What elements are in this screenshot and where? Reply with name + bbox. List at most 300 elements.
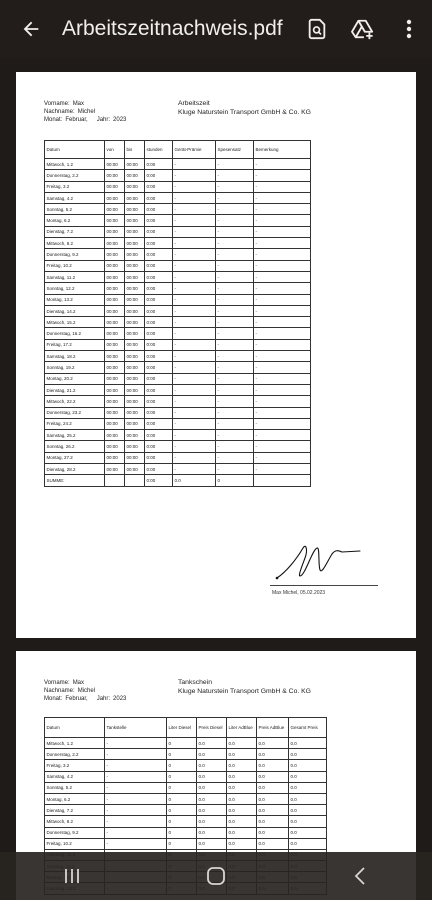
table-cell: 00:00: [125, 384, 145, 395]
jahr-label: Jahr:: [96, 696, 111, 702]
table-cell: 0: [167, 749, 197, 760]
app-toolbar: [0, 0, 432, 58]
table-cell: 0:00: [145, 384, 173, 395]
table-cell: -: [254, 260, 311, 271]
table-cell: 0.0: [197, 749, 227, 760]
table-cell: -: [173, 170, 216, 181]
table-cell: Freitag, 3.2: [45, 760, 105, 771]
table-cell: Sonntag, 12.2: [45, 283, 105, 294]
toolbar-actions: [294, 0, 432, 58]
vorname-value: Max: [72, 101, 85, 107]
table-cell: 00:00: [125, 238, 145, 249]
table-cell: -: [173, 192, 216, 203]
table-cell: -: [216, 249, 254, 260]
document-title: Arbeitszeitnachweis.pdf: [62, 17, 283, 40]
table-cell: 00:00: [105, 271, 125, 282]
table-cell: 0:00: [145, 464, 173, 475]
table-cell: 0.0: [227, 816, 257, 827]
table-cell: Donnerstag, 2.2: [45, 749, 105, 760]
table-cell: 0.0: [227, 760, 257, 771]
table-row: [45, 204, 311, 215]
table-cell: -: [216, 215, 254, 226]
table-cell: 0.0: [227, 749, 257, 760]
table-cell: 0.0: [197, 805, 227, 816]
table-cell: -: [173, 418, 216, 429]
table-cell: 00:00: [125, 373, 145, 384]
table-cell: 00:00: [125, 283, 145, 294]
table-cell: -: [105, 816, 167, 827]
table-row: [45, 805, 327, 816]
table-cell: 0:00: [145, 396, 173, 407]
table-cell: 0.0: [257, 771, 289, 782]
table-cell: 0.0: [197, 793, 227, 804]
table-cell: 0.0: [257, 749, 289, 760]
table-cell: -: [173, 317, 216, 328]
table-cell: 00:00: [125, 441, 145, 452]
table-cell: 0: [167, 782, 197, 793]
table-cell: 0.0: [197, 838, 227, 849]
table-cell: 0:00: [145, 362, 173, 373]
table-cell: -: [254, 351, 311, 362]
table-cell: 0.0: [197, 827, 227, 838]
document-header: [178, 100, 311, 118]
table-cell: -: [173, 283, 216, 294]
table-row: [45, 215, 311, 226]
table-cell: -: [216, 407, 254, 418]
nachname-value: Michel: [77, 109, 96, 115]
table-cell: -: [254, 181, 311, 192]
column-header: Datum: [45, 141, 105, 159]
table-cell: Montag, 27.2: [45, 452, 105, 463]
table-cell: Sonntag, 19.2: [45, 362, 105, 373]
table-cell: 0:00: [145, 260, 173, 271]
table-cell: 00:00: [105, 328, 125, 339]
table-cell: Sonntag, 5.2: [45, 782, 105, 793]
table-row: [45, 305, 311, 316]
table-cell: -: [254, 430, 311, 441]
monat-value: Februar,: [65, 696, 88, 702]
table-cell: 00:00: [125, 362, 145, 373]
table-cell: 0: [167, 816, 197, 827]
table-cell: 0.0: [197, 816, 227, 827]
document-header-2: [178, 679, 311, 697]
nachname-label: Nachname:: [44, 688, 75, 694]
table-cell: 0.0: [257, 838, 289, 849]
table-row: [45, 441, 311, 452]
table-cell: 0: [167, 771, 197, 782]
table-cell: 00:00: [105, 362, 125, 373]
table-cell: 0.0: [257, 805, 289, 816]
table-cell: 00:00: [125, 249, 145, 260]
table-row: [45, 373, 311, 384]
jahr-label: Jahr:: [96, 117, 111, 123]
table-cell: 0:00: [145, 159, 173, 170]
more-vert-icon: [406, 19, 412, 39]
table-cell: 00:00: [105, 238, 125, 249]
table-cell: 0.0: [289, 805, 327, 816]
table-cell: -: [216, 305, 254, 316]
table-row: [45, 249, 311, 260]
table-cell: 00:00: [125, 351, 145, 362]
table-cell: -: [105, 738, 167, 749]
table-row: [45, 430, 311, 441]
table-cell: -: [216, 294, 254, 305]
table-row: [45, 339, 311, 350]
table-cell: 0:00: [145, 249, 173, 260]
table-cell: Dienstag, 21.2: [45, 384, 105, 395]
table-cell: -: [216, 159, 254, 170]
table-cell: -: [216, 396, 254, 407]
table-cell: Donnerstag, 16.2: [45, 328, 105, 339]
table-cell: -: [173, 271, 216, 282]
table-cell: 00:00: [125, 339, 145, 350]
table-cell: -: [254, 238, 311, 249]
home-button[interactable]: [186, 852, 246, 900]
table-cell: 00:00: [105, 159, 125, 170]
table-cell: 00:00: [105, 226, 125, 237]
table-cell: Dienstag, 28.2: [45, 464, 105, 475]
monat-label: Monat:: [44, 696, 63, 702]
table-cell: 0: [216, 475, 254, 486]
column-header: Tankstelle: [105, 718, 167, 738]
table-cell: 0: [167, 738, 197, 749]
table-cell: -: [254, 317, 311, 328]
table-row: [45, 475, 311, 486]
table-cell: Montag, 20.2: [45, 373, 105, 384]
table-cell: 0:00: [145, 271, 173, 282]
table-cell: 0.0: [289, 771, 327, 782]
add-to-drive-icon: [351, 18, 375, 40]
table-row: [45, 418, 311, 429]
table-cell: 0.0: [197, 782, 227, 793]
table-cell: Freitag, 10.2: [45, 838, 105, 849]
column-header: Preis AdBlue: [257, 718, 289, 738]
table-cell: 0.0: [227, 738, 257, 749]
pdf-page-1[interactable]: [16, 72, 416, 638]
table-cell: Dienstag, 7.2: [45, 805, 105, 816]
table-cell: 00:00: [125, 181, 145, 192]
table-cell: -: [105, 793, 167, 804]
table-cell: 00:00: [125, 271, 145, 282]
table-cell: -: [173, 464, 216, 475]
table-cell: -: [173, 351, 216, 362]
table-cell: 0:00: [145, 407, 173, 418]
table-cell: 0.0: [257, 827, 289, 838]
table-cell: -: [216, 170, 254, 181]
table-cell: -: [216, 317, 254, 328]
table-cell: Mittwoch, 22.2: [45, 396, 105, 407]
table-cell: 00:00: [125, 407, 145, 418]
table-cell: 00:00: [105, 170, 125, 181]
table-row: [45, 396, 311, 407]
table-cell: [254, 475, 311, 486]
recent-apps-icon: [63, 867, 81, 885]
table-cell: -: [254, 373, 311, 384]
table-cell: 0.0: [289, 827, 327, 838]
table-cell: 0:00: [145, 170, 173, 181]
table-row: [45, 317, 311, 328]
document-heading: Tankschein: [178, 679, 213, 686]
table-cell: Mittwoch, 8.2: [45, 816, 105, 827]
table-cell: Donnerstag, 9.2: [45, 249, 105, 260]
table-cell: -: [216, 441, 254, 452]
table-row: [45, 238, 311, 249]
table-cell: -: [254, 441, 311, 452]
table-cell: 0: [167, 827, 197, 838]
recent-apps-button[interactable]: [42, 852, 102, 900]
table-cell: -: [105, 749, 167, 760]
table-cell: 0.0: [227, 782, 257, 793]
table-cell: -: [216, 464, 254, 475]
column-header: Datum: [45, 718, 105, 738]
nav-back-icon: [353, 866, 367, 886]
signature-line: [270, 585, 378, 586]
table-cell: 0.0: [257, 760, 289, 771]
table-cell: -: [216, 362, 254, 373]
table-row: [45, 816, 327, 827]
table-row: [45, 782, 327, 793]
vorname-value: Max: [72, 680, 85, 686]
table-row: [45, 226, 311, 237]
table-cell: 00:00: [105, 192, 125, 203]
table-row: [45, 271, 311, 282]
table-cell: 00:00: [105, 396, 125, 407]
table-cell: -: [216, 226, 254, 237]
table-cell: Montag, 6.2: [45, 215, 105, 226]
table-cell: 0:00: [145, 192, 173, 203]
table-cell: -: [254, 384, 311, 395]
table-cell: -: [216, 418, 254, 429]
table-cell: 00:00: [125, 430, 145, 441]
more-options-button[interactable]: [386, 0, 432, 58]
table-cell: 0:00: [145, 305, 173, 316]
table-row: [45, 407, 311, 418]
table-cell: -: [254, 396, 311, 407]
table-cell: 00:00: [105, 351, 125, 362]
table-cell: 0.0: [289, 793, 327, 804]
table-cell: Freitag, 10.2: [45, 260, 105, 271]
table-row: [45, 760, 327, 771]
timesheet-table: [44, 140, 311, 487]
employee-info: [44, 100, 129, 124]
table-cell: 00:00: [105, 339, 125, 350]
table-row: [45, 452, 311, 463]
table-cell: 0:00: [145, 418, 173, 429]
table-cell: 00:00: [125, 226, 145, 237]
table-cell: -: [254, 452, 311, 463]
table-cell: 00:00: [125, 328, 145, 339]
table-cell: 00:00: [125, 159, 145, 170]
table-cell: 0:00: [145, 181, 173, 192]
table-row: [45, 464, 311, 475]
table-row: [45, 771, 327, 782]
table-cell: 0:00: [145, 215, 173, 226]
column-header: bis: [125, 141, 145, 159]
table-cell: 0.0: [289, 782, 327, 793]
table-row: [45, 749, 327, 760]
table-cell: 0: [167, 793, 197, 804]
table-cell: 0:00: [145, 317, 173, 328]
table-cell: 0.0: [257, 793, 289, 804]
employee-info-2: [44, 679, 129, 703]
table-cell: Montag, 6.2: [45, 793, 105, 804]
table-cell: Sonntag, 5.2: [45, 204, 105, 215]
table-cell: -: [254, 271, 311, 282]
table-cell: Mittwoch, 8.2: [45, 238, 105, 249]
table-row: [45, 260, 311, 271]
signature-mark: [272, 542, 372, 582]
table-cell: 0.0: [197, 760, 227, 771]
jahr-value: 2023: [113, 117, 127, 123]
column-header: Bemerkung: [254, 141, 311, 159]
table-cell: 0:00: [145, 294, 173, 305]
table-cell: -: [216, 339, 254, 350]
table-cell: Samstag, 4.2: [45, 192, 105, 203]
table-cell: [125, 475, 145, 486]
table-cell: 0.0: [197, 771, 227, 782]
back-button[interactable]: [8, 0, 54, 58]
table-row: [45, 384, 311, 395]
nachname-value: Michel: [77, 688, 96, 694]
table-cell: 0:00: [145, 238, 173, 249]
table-cell: -: [254, 328, 311, 339]
table-cell: Dienstag, 14.2: [45, 305, 105, 316]
table-cell: 00:00: [105, 384, 125, 395]
table-cell: -: [254, 305, 311, 316]
table-row: [45, 362, 311, 373]
table-cell: Donnerstag, 23.2: [45, 407, 105, 418]
company-name: Kluge Naturstein Transport GmbH & Co. KG: [178, 108, 311, 116]
table-cell: -: [173, 339, 216, 350]
table-cell: Samstag, 25.2: [45, 430, 105, 441]
table-cell: -: [105, 771, 167, 782]
table-cell: -: [216, 260, 254, 271]
table-cell: -: [254, 339, 311, 350]
table-cell: -: [173, 384, 216, 395]
table-cell: 00:00: [105, 283, 125, 294]
table-cell: -: [254, 159, 311, 170]
table-cell: -: [254, 418, 311, 429]
table-cell: 0.0: [257, 816, 289, 827]
table-cell: 0.0: [197, 738, 227, 749]
table-cell: Samstag, 11.2: [45, 271, 105, 282]
table-cell: 0:00: [145, 452, 173, 463]
table-cell: 0.0: [173, 475, 216, 486]
table-header-row: [45, 141, 311, 159]
table-cell: -: [254, 192, 311, 203]
table-cell: -: [173, 430, 216, 441]
table-cell: 00:00: [125, 305, 145, 316]
table-cell: -: [254, 226, 311, 237]
table-cell: 0:00: [145, 430, 173, 441]
table-cell: 00:00: [105, 430, 125, 441]
table-cell: -: [173, 226, 216, 237]
table-row: [45, 351, 311, 362]
table-cell: 00:00: [125, 215, 145, 226]
table-row: [45, 294, 311, 305]
search-document-icon: [306, 18, 328, 40]
table-cell: 0.0: [289, 749, 327, 760]
table-row: [45, 159, 311, 170]
table-cell: Freitag, 24.2: [45, 418, 105, 429]
table-cell: -: [105, 827, 167, 838]
table-cell: 00:00: [105, 317, 125, 328]
home-icon: [206, 866, 226, 886]
table-cell: -: [173, 452, 216, 463]
table-cell: -: [173, 441, 216, 452]
table-cell: Mittwoch, 1.2: [45, 738, 105, 749]
table-cell: -: [254, 170, 311, 181]
table-cell: 00:00: [105, 215, 125, 226]
table-cell: -: [254, 215, 311, 226]
table-cell: 0.0: [227, 771, 257, 782]
add-to-drive-button[interactable]: [340, 0, 386, 58]
column-header: Spesensatz: [216, 141, 254, 159]
table-cell: Donnerstag, 9.2: [45, 827, 105, 838]
table-cell: Freitag, 3.2: [45, 181, 105, 192]
table-cell: -: [173, 373, 216, 384]
table-cell: 0.0: [257, 738, 289, 749]
table-row: [45, 283, 311, 294]
table-cell: 0:00: [145, 283, 173, 294]
table-cell: 00:00: [105, 407, 125, 418]
table-cell: 0.0: [257, 782, 289, 793]
table-cell: 00:00: [105, 260, 125, 271]
table-cell: -: [216, 452, 254, 463]
table-cell: 00:00: [125, 464, 145, 475]
table-cell: -: [173, 305, 216, 316]
table-cell: 00:00: [125, 204, 145, 215]
table-cell: -: [105, 782, 167, 793]
table-cell: 00:00: [105, 441, 125, 452]
search-document-button[interactable]: [294, 0, 340, 58]
table-cell: -: [254, 249, 311, 260]
table-cell: -: [173, 396, 216, 407]
table-cell: Samstag, 18.2: [45, 351, 105, 362]
vorname-label: Vorname:: [44, 680, 70, 686]
table-row: [45, 793, 327, 804]
arrow-back-icon: [20, 18, 42, 40]
table-cell: 0:00: [145, 441, 173, 452]
table-cell: 00:00: [105, 373, 125, 384]
table-cell: 0:00: [145, 351, 173, 362]
column-header: stunden: [145, 141, 173, 159]
table-cell: -: [173, 181, 216, 192]
table-cell: 0.0: [289, 816, 327, 827]
table-cell: -: [216, 204, 254, 215]
table-cell: 00:00: [105, 305, 125, 316]
table-cell: -: [216, 351, 254, 362]
table-cell: -: [216, 238, 254, 249]
table-cell: 0.0: [289, 760, 327, 771]
table-cell: 0.0: [289, 838, 327, 849]
vorname-label: Vorname:: [44, 101, 70, 107]
table-cell: -: [254, 294, 311, 305]
table-cell: 00:00: [125, 396, 145, 407]
table-cell: 0:00: [145, 339, 173, 350]
table-header-row: [45, 718, 327, 738]
table-cell: -: [173, 407, 216, 418]
table-cell: 00:00: [125, 317, 145, 328]
table-cell: -: [254, 204, 311, 215]
nav-back-button[interactable]: [330, 852, 390, 900]
table-cell: 00:00: [105, 464, 125, 475]
table-cell: 00:00: [125, 294, 145, 305]
table-cell: 00:00: [105, 294, 125, 305]
table-cell: Mittwoch, 15.2: [45, 317, 105, 328]
table-cell: [105, 475, 125, 486]
table-cell: 00:00: [125, 170, 145, 181]
